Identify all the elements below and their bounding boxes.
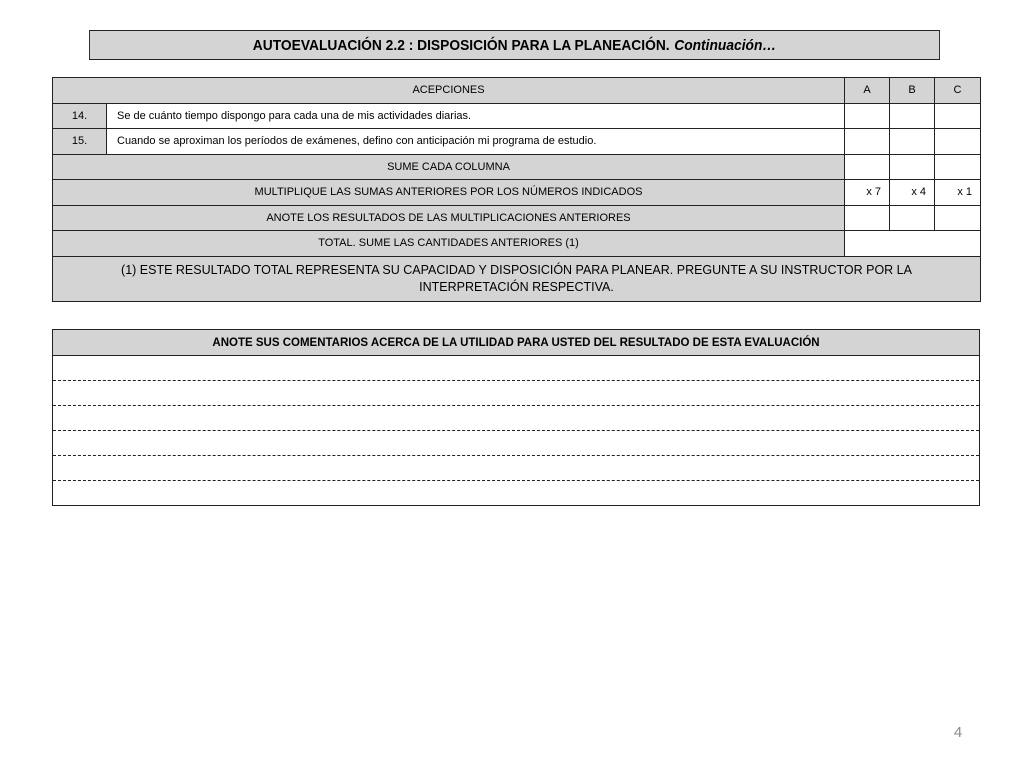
comments-header-row bbox=[53, 330, 980, 356]
sum-cell-c[interactable] bbox=[935, 154, 981, 180]
comments-header: ANOTE SUS COMENTARIOS ACERCA DE LA UTILIDAD PARA USTED DEL RESULTADO DE ESTA EVALUACIÓN bbox=[53, 330, 980, 356]
title-main: AUTOEVALUACIÓN 2.2 : DISPOSICIÓN PARA LA PLANEACIÓN. bbox=[252, 36, 670, 54]
results-label: ANOTE LOS RESULTADOS DE LAS MULTIPLICACIONES ANTERIORES bbox=[53, 205, 845, 231]
table-row bbox=[53, 103, 981, 129]
item-number: 14. bbox=[53, 103, 107, 129]
sum-row bbox=[53, 154, 981, 180]
result-cell-b[interactable] bbox=[890, 205, 935, 231]
sum-cell-a[interactable] bbox=[845, 154, 890, 180]
total-label: TOTAL. SUME LAS CANTIDADES ANTERIORES (1) bbox=[53, 231, 845, 257]
multiply-row bbox=[53, 180, 981, 206]
answer-cell-b[interactable] bbox=[890, 129, 935, 155]
sum-cell-b[interactable] bbox=[890, 154, 935, 180]
result-cell-a[interactable] bbox=[845, 205, 890, 231]
page-number: 4 bbox=[953, 724, 963, 741]
comment-line[interactable] bbox=[53, 356, 980, 381]
multiplier-b: x 4 bbox=[890, 180, 935, 206]
answer-cell-a[interactable] bbox=[845, 103, 890, 129]
answer-cell-a[interactable] bbox=[845, 129, 890, 155]
column-a-header: A bbox=[845, 78, 890, 104]
total-row bbox=[53, 231, 981, 257]
results-row bbox=[53, 205, 981, 231]
item-number: 15. bbox=[53, 129, 107, 155]
multiply-label: MULTIPLIQUE LAS SUMAS ANTERIORES POR LOS NÚMEROS INDICADOS bbox=[53, 180, 845, 206]
evaluation-table bbox=[52, 77, 981, 302]
comment-line[interactable] bbox=[53, 456, 980, 481]
item-text: Se de cuánto tiempo dispongo para cada una de mis actividades diarias. bbox=[107, 103, 845, 129]
note-row bbox=[53, 256, 981, 301]
table-row bbox=[53, 129, 981, 155]
interpretation-note: (1) ESTE RESULTADO TOTAL REPRESENTA SU CAPACIDAD Y DISPOSICIÓN PARA PLANEAR. PREGUNTE A SU INSTRUCTOR POR LA INTERPRETACIÓN RESPECTIVA. bbox=[53, 256, 981, 301]
answer-cell-b[interactable] bbox=[890, 103, 935, 129]
comment-line[interactable] bbox=[53, 431, 980, 456]
page-title bbox=[89, 30, 940, 60]
header-row bbox=[53, 78, 981, 104]
multiplier-c: x 1 bbox=[935, 180, 981, 206]
multiplier-a: x 7 bbox=[845, 180, 890, 206]
title-continuation: Continuación… bbox=[674, 36, 777, 54]
comment-line[interactable] bbox=[53, 381, 980, 406]
answer-cell-c[interactable] bbox=[935, 129, 981, 155]
comment-line[interactable] bbox=[53, 406, 980, 431]
column-b-header: B bbox=[890, 78, 935, 104]
sum-label: SUME CADA COLUMNA bbox=[53, 154, 845, 180]
acepciones-header: ACEPCIONES bbox=[53, 78, 845, 104]
result-cell-c[interactable] bbox=[935, 205, 981, 231]
comment-line[interactable] bbox=[53, 481, 980, 506]
comments-table bbox=[52, 329, 980, 506]
answer-cell-c[interactable] bbox=[935, 103, 981, 129]
column-c-header: C bbox=[935, 78, 981, 104]
total-cell[interactable] bbox=[845, 231, 981, 257]
item-text: Cuando se aproximan los períodos de exámenes, defino con anticipación mi programa de estudio. bbox=[107, 129, 845, 155]
